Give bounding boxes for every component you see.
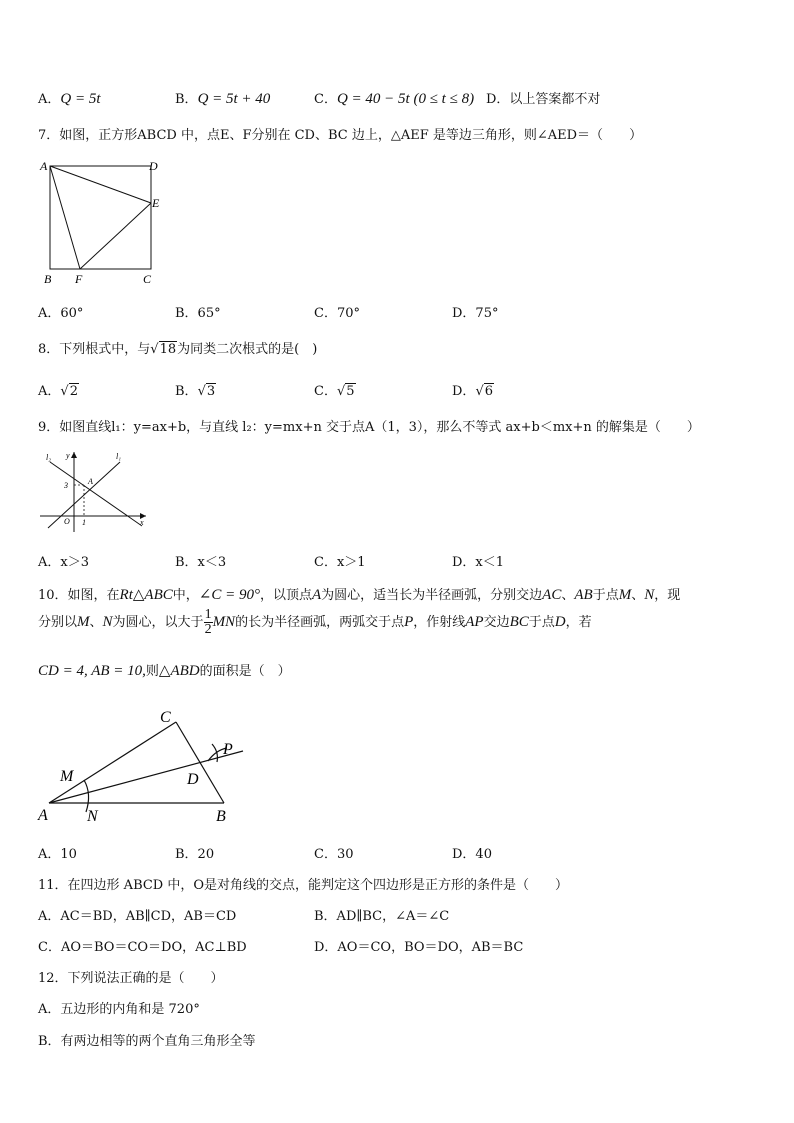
y-axis-arrow xyxy=(71,452,77,458)
q9-option-a: A．x＞3 xyxy=(38,555,89,570)
q7-square-figure xyxy=(38,156,168,288)
q9-option-c: C．x＞1 xyxy=(314,555,366,570)
label-c: C xyxy=(143,272,152,286)
label-b: B xyxy=(216,808,226,825)
q6-option-d: D．以上答案都不对 xyxy=(486,92,601,107)
q12-option-b: B．有两边相等的两个直角三角形全等 xyxy=(38,1034,256,1049)
q9-graph-figure xyxy=(38,448,153,534)
q7-option-b: B．65° xyxy=(175,306,221,321)
q11-option-c: C．AO＝BO＝CO＝DO，AC⊥BD xyxy=(38,940,247,955)
segment-ae xyxy=(50,166,151,203)
q6-option-c: C．Q = 40 − 5t (0 ≤ t ≤ 8) xyxy=(314,91,475,107)
q10-option-a: A．10 xyxy=(38,847,77,862)
q12-option-a: A．五边形的内角和是 720° xyxy=(38,1002,200,1017)
q8-stem: 8．下列根式中，与√18为同类二次根式的是( ) xyxy=(38,342,318,357)
q12-stem: 12．下列说法正确的是（ ） xyxy=(38,971,224,986)
q10-stem-line3: CD = 4, AB = 10,则△ABD的面积是（ ） xyxy=(38,663,291,679)
label-3: 3 xyxy=(64,481,68,490)
q6-option-a: A．Q = 5t xyxy=(38,91,101,107)
label-a: A xyxy=(38,807,48,824)
q8-option-c: C．√5 xyxy=(314,384,355,399)
segment-af xyxy=(50,166,80,269)
label-o: O xyxy=(64,517,70,526)
q10-option-c: C．30 xyxy=(314,847,354,862)
q8-option-d: D．√6 xyxy=(452,384,494,399)
label-d: D xyxy=(149,159,158,173)
q10-option-d: D．40 xyxy=(452,847,492,862)
q9-stem: 9．如图直线l₁：y=ax+b，与直线 l₂：y=mx+n 交于点A（1，3），那么不等式 ax+b＜mx+n 的解集是（ ） xyxy=(38,420,700,435)
label-e: E xyxy=(152,196,160,210)
q8-option-b: B．√3 xyxy=(175,384,216,399)
q9-option-d: D．x＜1 xyxy=(452,555,505,570)
q10-triangle-figure xyxy=(36,700,251,830)
q6-option-b: B．Q = 5t + 40 xyxy=(175,91,271,107)
label-m: M xyxy=(60,768,74,785)
q9-option-b: B．x＜3 xyxy=(175,555,227,570)
q8-option-a: A．√2 xyxy=(38,384,78,399)
label-1: 1 xyxy=(82,518,86,527)
label-a: A xyxy=(88,477,93,486)
label-p: P xyxy=(223,741,233,758)
segment-ac xyxy=(49,722,176,803)
q10-stem-line2: 分别以M、N为圆心，以大于 $\frac{1}{2}$ MN的长为半径画弧，两弧交于点P，作射线AP交边BC于点D，若 xyxy=(38,607,592,637)
q11-option-a: A．AC＝BD，AB∥CD，AB＝CD xyxy=(38,909,237,924)
label-f: F xyxy=(75,272,83,286)
label-x: x xyxy=(140,518,144,527)
segment-fe xyxy=(80,203,151,269)
q11-option-d: D．AO＝CO，BO＝DO，AB＝BC xyxy=(314,940,524,955)
label-d: D xyxy=(187,771,199,788)
label-l2: l₂ xyxy=(46,453,52,462)
q11-stem: 11．在四边形 ABCD 中，O是对角线的交点，能判定这个四边形是正方形的条件是（ ） xyxy=(38,878,569,893)
label-l1: l₁ xyxy=(116,452,122,461)
label-n: N xyxy=(87,808,98,825)
label-y: y xyxy=(66,451,70,460)
label-a: A xyxy=(40,159,48,173)
q7-option-d: D．75° xyxy=(452,306,499,321)
q7-option-a: A．60° xyxy=(38,306,84,321)
q11-option-b: B．AD∥BC，∠A＝∠C xyxy=(314,909,450,924)
label-b: B xyxy=(44,272,52,286)
q7-option-c: C．70° xyxy=(314,306,360,321)
q10-option-b: B．20 xyxy=(175,847,215,862)
q10-stem-line1: 10．如图，在Rt△ABC中，∠C = 90°，以顶点A为圆心，适当长为半径画弧，分别交边AC、AB于点M、N，现 xyxy=(38,587,681,603)
q7-stem: 7．如图，正方形ABCD 中，点E、F分别在 CD、BC 边上，△AEF 是等边三角形，则∠AED＝（ ） xyxy=(38,128,643,143)
label-c: C xyxy=(160,709,171,726)
ray-ap xyxy=(49,751,243,803)
